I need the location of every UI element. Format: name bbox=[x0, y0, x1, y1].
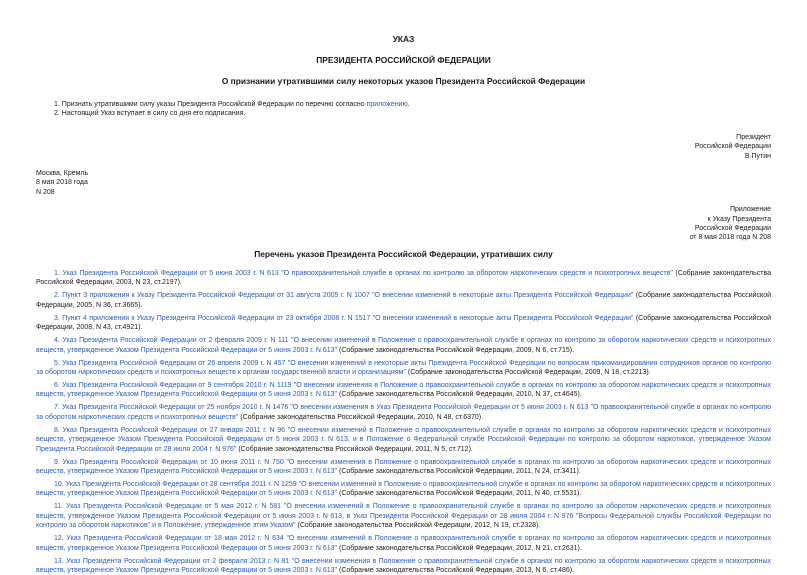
list-item-link[interactable]: 10. Указ Президента Российской Федерации от 28 сентября 2011 г. N 1259 "О внесении изменений в Положение о правоохранительной службе в органах по контролю за оборотом наркотических средств и психотропных веществ, утвержденное Указом Президента Российской Федерации от 5 июня 2003 г. N 613" bbox=[36, 480, 771, 498]
decree-number: N 208 bbox=[36, 188, 55, 196]
list-item-source: (Собрание законодательства Российской Федерации, 2011, N 5, ст.712). bbox=[236, 445, 473, 453]
signing-date: 8 мая 2018 года bbox=[36, 179, 88, 187]
list-item bbox=[36, 291, 771, 310]
list-item-source: (Собрание законодательства Российской Федерации, 2003, N 23, ст.2197). bbox=[36, 269, 771, 287]
appendix-link[interactable]: приложению bbox=[366, 101, 408, 108]
list-item-link[interactable]: 11. Указ Президента Российской Федерации от 5 мая 2012 г. N 581 "О внесении изменений в Положение о правоохранительной службе в органах по контролю за оборотом наркотических средств и психотропных веществ, утвержденное Указом Президента Российской Федерации от 5 июня 2003 г. N 613, в Указ Президента Российской Федерации от 28 июля 2004 г. N 976 "Вопросы Федеральной службы Российской Федерации по контролю за оборотом наркотиков" и в Положение, утвержденное этим Указом" bbox=[36, 503, 771, 530]
signing-place: Москва, Кремль bbox=[36, 170, 89, 178]
list-item-source: (Собрание законодательства Российской Федерации, 2010, N 48, ст.6370). bbox=[238, 413, 484, 421]
appendix-ref-line-1: к Указу Президента bbox=[707, 215, 771, 223]
list-item-link[interactable]: 1. Указ Президента Российской Федерации от 5 июня 2003 г. N 613 "О правоохранительной службе в органах по контролю за оборотом наркотических средств и психотропных веществ" bbox=[54, 269, 673, 277]
list-item bbox=[36, 381, 771, 400]
list-item bbox=[36, 336, 771, 355]
list-item bbox=[36, 269, 771, 288]
list-item-link[interactable]: 2. Пункт 3 приложения к Указу Президента Российской Федерации от 31 августа 2005 г. N 1007 "О внесении изменений в некоторые акты Президента Российской Федерации" bbox=[54, 292, 634, 300]
list-item-source: (Собрание законодательства Российской Федерации, 2009, N 6, ст.715). bbox=[337, 346, 575, 354]
document-subject: О признании утратившими силу некоторых указов Президента Российской Федерации bbox=[221, 76, 586, 86]
list-item-link[interactable]: 9. Указ Президента Российской Федерации от 10 июня 2011 г. N 750 "О внесении изменения в Положение о правоохранительной службе в органах по контролю за оборотом наркотических средств и психотропных веществ, утвержденное Указом Президента Российской Федерации от 5 июня 2003 г. N 613" bbox=[36, 458, 771, 475]
list-item-source: (Собрание законодательства Российской Федерации, 2011, N 24, ст.3411). bbox=[337, 467, 581, 475]
intro-paragraph-1-text: 1. Признать утратившими силу указы Президента Российской Федерации по перечню согласно bbox=[54, 101, 367, 108]
list-item bbox=[36, 314, 771, 333]
list-item bbox=[36, 557, 771, 575]
signature-country: Российской Федерации bbox=[694, 143, 771, 151]
list-item-source: (Собрание законодательства Российской Федерации, 2008, N 43, ст.4921). bbox=[36, 314, 771, 332]
list-item-source: (Собрание законодательства Российской Федерации, 2009, N 18, ст.2213). bbox=[405, 368, 651, 376]
appendix-ref-line-2: Российской Федерации bbox=[694, 225, 771, 233]
list-item-source: (Собрание законодательства Российской Федерации, 2012, N 21, ст.2631). bbox=[337, 544, 582, 552]
signature-name: В.Путин bbox=[744, 152, 771, 160]
list-item bbox=[36, 480, 771, 499]
list-item-source: (Собрание законодательства Российской Федерации, 2010, N 37, ст.4645). bbox=[337, 391, 582, 399]
list-item bbox=[36, 458, 771, 477]
list-item-link[interactable]: 5. Указ Президента Российской Федерации от 26 апреля 2009 г. N 457 "О внесении изменений в некоторые акты Президента Российской Федерации по вопросам прикомандирования сотрудников органов по контролю за оборотом наркотических средств и психотропных веществ к органам государственной власти и организациям" bbox=[36, 359, 771, 376]
list-item bbox=[36, 403, 771, 422]
list-item-link[interactable]: 8. Указ Президента Российской Федерации от 27 января 2011 г. N 96 "О внесении изменений в Положение о правоохранительной службе в органах по контролю за оборотом наркотических средств и психотропных веществ, утвержденное Указом Президента Российской Федерации от 5 июня 2003 г. N 613, и в Положение о Федеральной службе Российской Федерации по контролю за оборотом наркотиков, утвержденное Указом Президента Российской Федерации от 28 июля 2004 г. N 976" bbox=[36, 426, 771, 453]
intro-paragraph-1-tail: . bbox=[407, 101, 410, 108]
document-authority: ПРЕЗИДЕНТА РОССИЙСКОЙ ФЕДЕРАЦИИ bbox=[316, 55, 491, 65]
signature-position: Президент bbox=[736, 133, 771, 141]
intro-paragraph-2: 2. Настоящий Указ вступает в силу со дня его подписания. bbox=[54, 110, 246, 118]
list-item-link[interactable]: 7. Указ Президента Российской Федерации от 25 ноября 2010 г. N 1476 "О внесении изменения в Указ Президента Российской Федерации от 5 июня 2003 г. N 613 "О правоохранительной службе в органах по контролю за оборотом наркотических средств и психотропных веществ" bbox=[36, 404, 771, 421]
list-item-link[interactable]: 4. Указ Президента Российской Федерации от 2 февраля 2009 г. N 111 "О внесении изменений в Положение о правоохранительной службе в органах по контролю за оборотом наркотических средств и психотропных веществ, утвержденное Указом Президента Российской Федерации от 5 июня 2003 г. N 613" bbox=[36, 337, 771, 354]
list-item-source: (Собрание законодательства Российской Федерации, 2012, N 19, ст.2328). bbox=[295, 522, 541, 530]
list-item bbox=[36, 534, 771, 553]
list-item-link[interactable]: 3. Пункт 4 приложения к Указу Президента Российской Федерации от 23 октября 2008 г. N 1517 "О внесении изменений в некоторые акты Президента Российской Федерации" bbox=[54, 314, 634, 322]
list-item-link[interactable]: 13. Указ Президента Российской Федерации от 2 февраля 2013 г. N 81 "О внесении изменения в Положение о правоохранительной службе в органах по контролю за оборотом наркотических средств и психотропных веществ, утвержденное Указом Президента Российской Федерации от 5 июня 2003 г. N 613" bbox=[36, 557, 771, 574]
list-item bbox=[36, 426, 771, 454]
list-item bbox=[36, 359, 771, 378]
list-item-link[interactable]: 12. Указ Президента Российской Федерации от 18 мая 2012 г. N 634 "О внесении изменений в Положение о правоохранительной службе в органах по контролю за оборотом наркотических средств и психотропных веществ, утвержденное Указом Президента Российской Федерации от 5 июня 2003 г. N 613" bbox=[36, 535, 771, 552]
intro-paragraph-1 bbox=[54, 100, 771, 109]
list-item-source: (Собрание законодательства Российской Федерации, 2013, N 6, ст.486). bbox=[337, 566, 575, 574]
appendix-ref-line-3: от 8 мая 2018 года N 208 bbox=[689, 234, 771, 242]
appendix-label: Приложение bbox=[729, 206, 771, 214]
document-title: УКАЗ bbox=[392, 34, 415, 44]
list-title: Перечень указов Президента Российской Федерации, утративших силу bbox=[254, 248, 553, 259]
list-item-source: (Собрание законодательства Российской Федерации, 2005, N 36, ст.3665). bbox=[36, 292, 771, 309]
list-item bbox=[36, 502, 771, 530]
list-item-link[interactable]: 6. Указ Президента Российской Федерации от 9 сентября 2010 г. N 1119 "О внесении изменения в Положение о правоохранительной службе в органах по контролю за оборотом наркотических средств и психотропных веществ, утвержденное Указом Президента Российской Федерации от 5 июня 2003 г. N 613" bbox=[36, 381, 771, 399]
list-item-source: (Собрание законодательства Российской Федерации, 2011, N 40, ст.5531). bbox=[337, 490, 582, 498]
